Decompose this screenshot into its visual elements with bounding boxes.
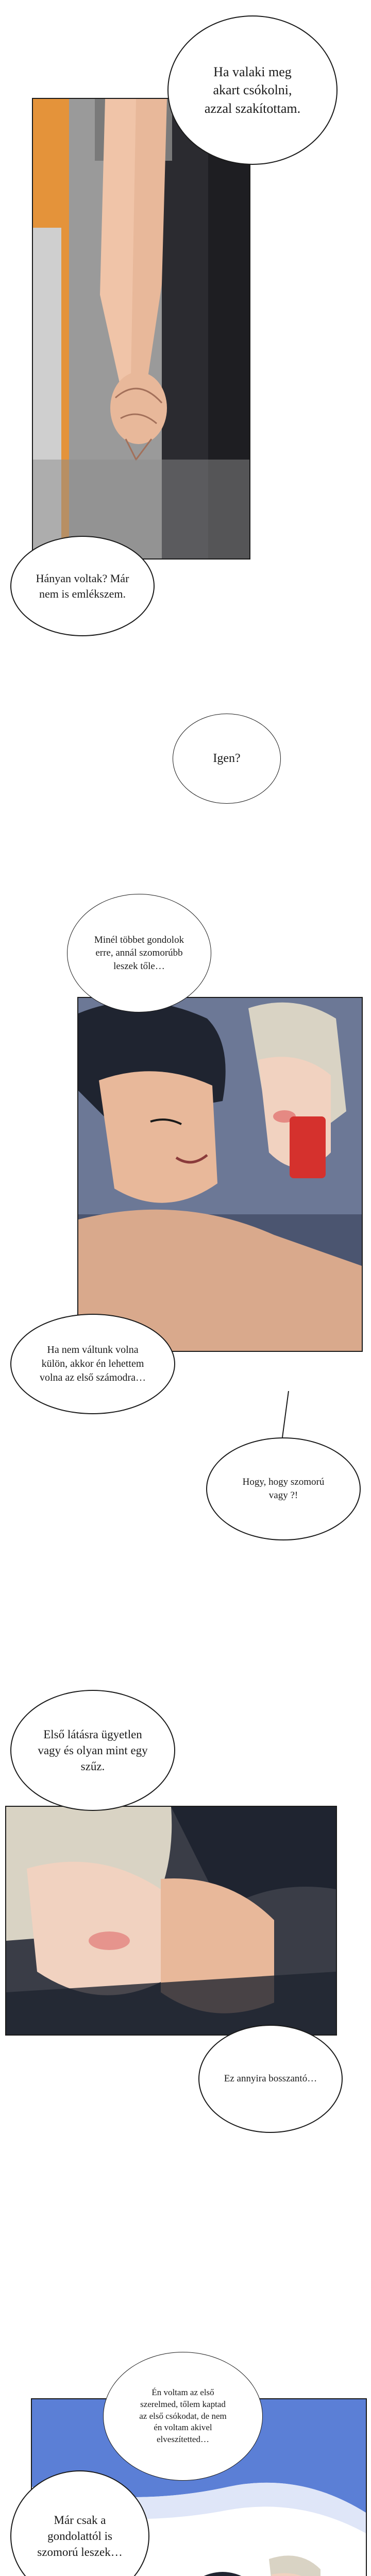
speech-bubble-5: Ha nem váltunk volna külön, akkor én lehettem volna az első számodra… [10, 1314, 175, 1414]
speech-bubble-7: Első látásra ügyetlen vagy és olyan mint egy szűz. [10, 1690, 175, 1811]
speech-bubble-1: Ha valaki meg akart csókolni, azzal szakítottam. [167, 15, 338, 165]
faces-closeup-art [78, 998, 362, 1351]
holding-hands-art [33, 99, 249, 558]
speech-bubble-3: Igen? [173, 714, 281, 804]
bubble-6-tail [273, 1391, 294, 1443]
speech-bubble-8: Ez annyira bosszantó… [198, 2025, 343, 2133]
speech-bubble-2: Hányan voltak? Már nem is emlékszem. [10, 536, 155, 636]
kiss-art [6, 1807, 336, 2035]
speech-bubble-6: Hogy, hogy szomorú vagy ?! [206, 1437, 361, 1540]
speech-bubble-4: Minél többet gondolok erre, annál szomorúbb leszek tőle… [67, 894, 211, 1012]
speech-bubble-9: Én voltam az első szerelmed, tőlem kaptad az első csókodat, de nem én voltam akivel elveszítetted… [103, 2352, 263, 2481]
speech-bubble-10: Már csak a gondolattól is szomorú leszek… [10, 2470, 149, 2576]
panel-kiss [5, 1806, 337, 2036]
panel-faces-closeup [77, 997, 363, 1352]
panel-holding-hands [32, 98, 250, 560]
